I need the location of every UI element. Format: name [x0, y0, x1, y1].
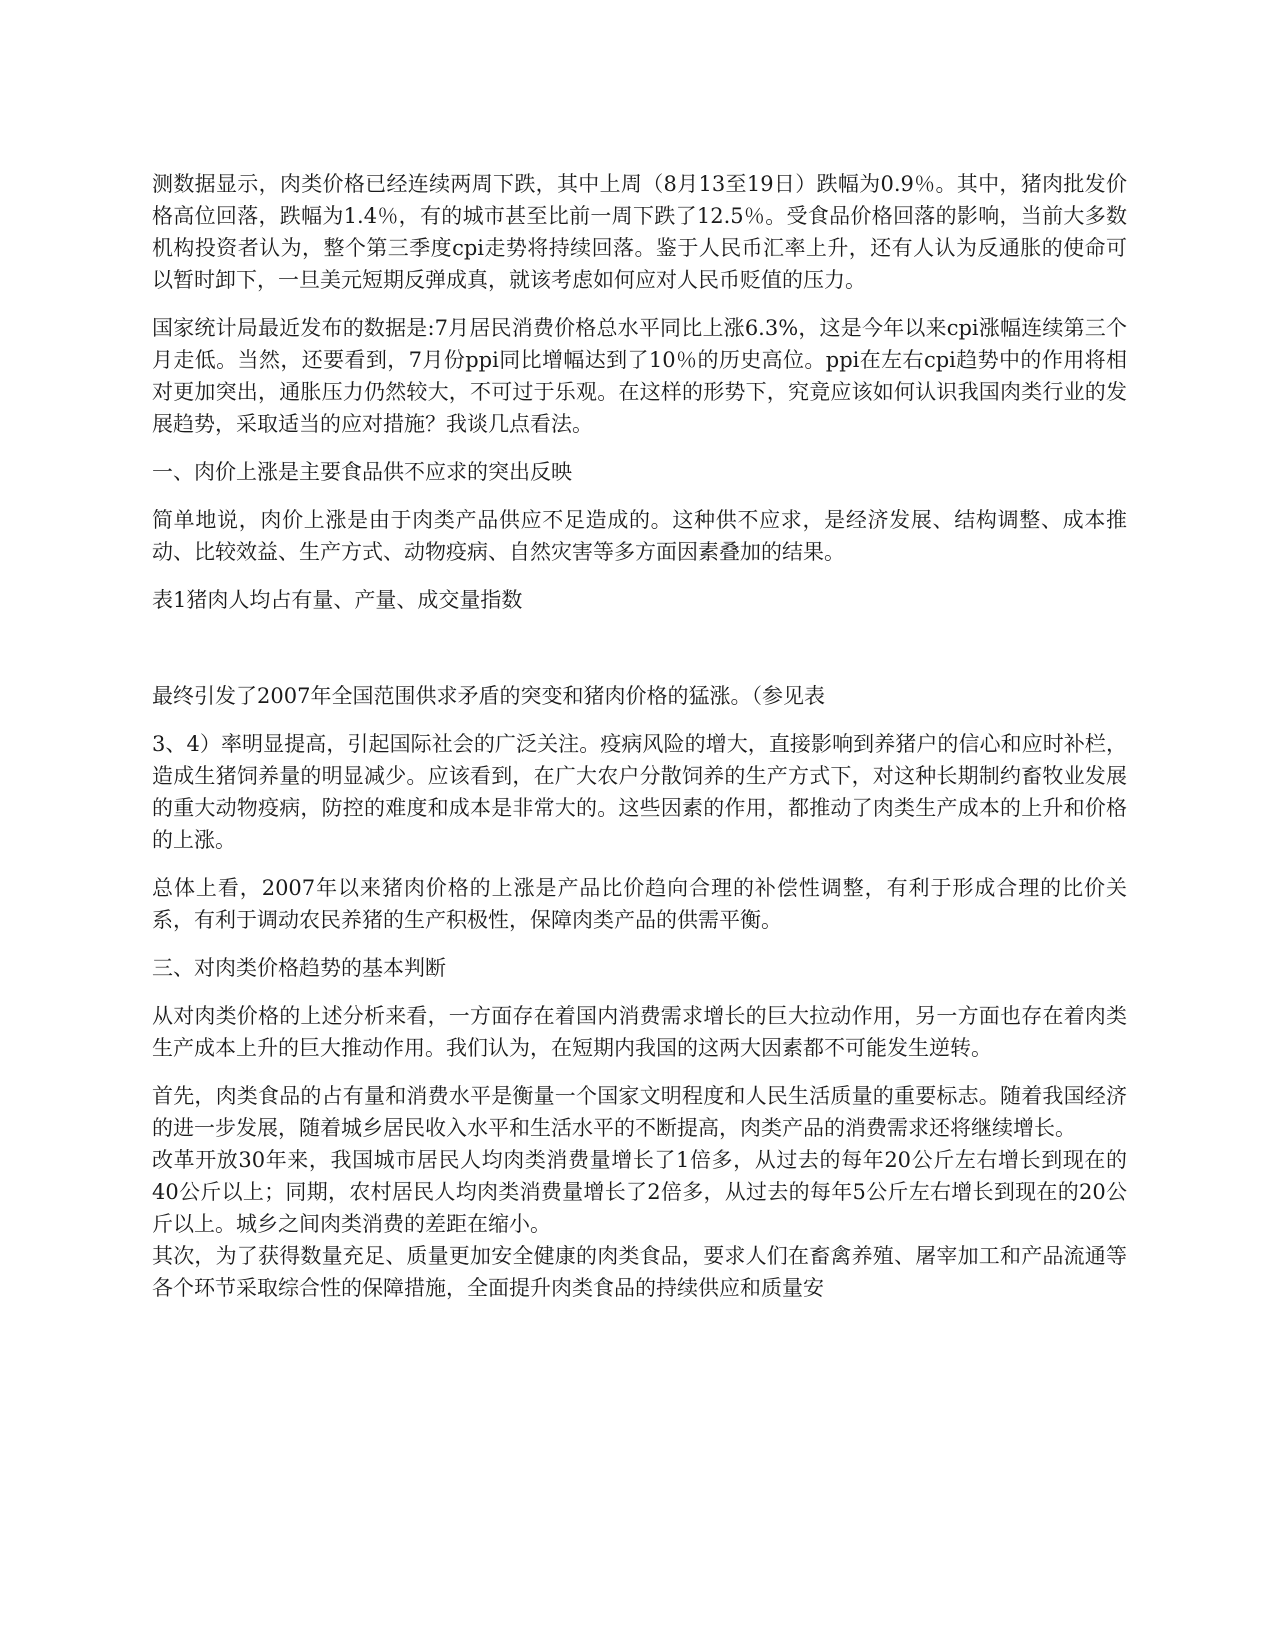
section-heading-three: 三、对肉类价格趋势的基本判断: [152, 956, 446, 980]
paragraph-first-point: 首先，肉类食品的占有量和消费水平是衡量一个国家文明程度和人民生活质量的重要标志。随着我国经济的进一步发展，随着城乡居民收入水平和生活水平的不断提高，肉类产品的消费需求还将继续增长。: [152, 1084, 1127, 1140]
paragraph-analysis: 从对肉类价格的上述分析来看，一方面存在着国内消费需求增长的巨大拉动作用，另一方面也存在着肉类生产成本上升的巨大推动作用。我们认为，在短期内我国的这两大因素都不可能发生逆转。: [152, 1004, 1127, 1060]
paragraph-consumption-growth: 改革开放30年来，我国城市居民人均肉类消费量增长了1倍多，从过去的每年20公斤左右增长到现在的40公斤以上；同期，农村居民人均肉类消费量增长了2倍多，从过去的每年5公斤左右增长到现在的20公斤以上。城乡之间肉类消费的差距在缩小。: [152, 1148, 1127, 1236]
paragraph-cpi-data: 测数据显示，肉类价格已经连续两周下跌，其中上周（8月13至19日）跌幅为0.9％。其中，猪肉批发价格高位回落，跌幅为1.4％，有的城市甚至比前一周下跌了12.5％。受食品价格回落的影响，当前大多数机构投资者认为，整个第三季度cpi走势将持续回落。鉴于人民币汇率上升，还有人认为反通胀的使命可以暂时卸下，一旦美元短期反弹成真，就该考虑如何应对人民币贬值的压力。: [152, 172, 1127, 292]
section-heading-one: 一、肉价上涨是主要食品供不应求的突出反映: [152, 460, 572, 484]
paragraph-disease-risk: 3、4）率明显提高，引起国际社会的广泛关注。疫病风险的增大，直接影响到养猪户的信心和应时补栏，造成生猪饲养量的明显减少。应该看到，在广大农户分散饲养的生产方式下，对这种长期制约畜牧业发展的重大动物疫病，防控的难度和成本是非常大的。这些因素的作用，都推动了肉类生产成本的上升和价格的上涨。: [152, 732, 1127, 852]
table-caption: 表1猪肉人均占有量、产量、成交量指数: [152, 588, 523, 612]
paragraph-supply-shortage: 简单地说，肉价上涨是由于肉类产品供应不足造成的。这种供不应求，是经济发展、结构调整、成本推动、比较效益、生产方式、动物疫病、自然灾害等多方面因素叠加的结果。: [152, 508, 1127, 564]
paragraph-statistics-bureau: 国家统计局最近发布的数据是:7月居民消费价格总水平同比上涨6.3%，这是今年以来cpi涨幅连续第三个月走低。当然，还要看到，7月份ppi同比增幅达到了10％的历史高位。ppi在左右cpi趋势中的作用将相对更加突出，通胀压力仍然较大，不可过于乐观。在这样的形势下，究竟应该如何认识我国肉类行业的发展趋势，采取适当的应对措施？我谈几点看法。: [152, 316, 1127, 436]
paragraph-overall-view: 总体上看，2007年以来猪肉价格的上涨是产品比价趋向合理的补偿性调整，有利于形成合理的比价关系，有利于调动农民养猪的生产积极性，保障肉类产品的供需平衡。: [152, 876, 1127, 932]
paragraph-price-surge: 最终引发了2007年全国范围供求矛盾的突变和猪肉价格的猛涨。（参见表: [152, 684, 825, 708]
paragraph-second-point: 其次，为了获得数量充足、质量更加安全健康的肉类食品，要求人们在畜禽养殖、屠宰加工和产品流通等各个环节采取综合性的保障措施，全面提升肉类食品的持续供应和质量安: [152, 1244, 1127, 1300]
document-body: [152, 168, 1127, 1304]
